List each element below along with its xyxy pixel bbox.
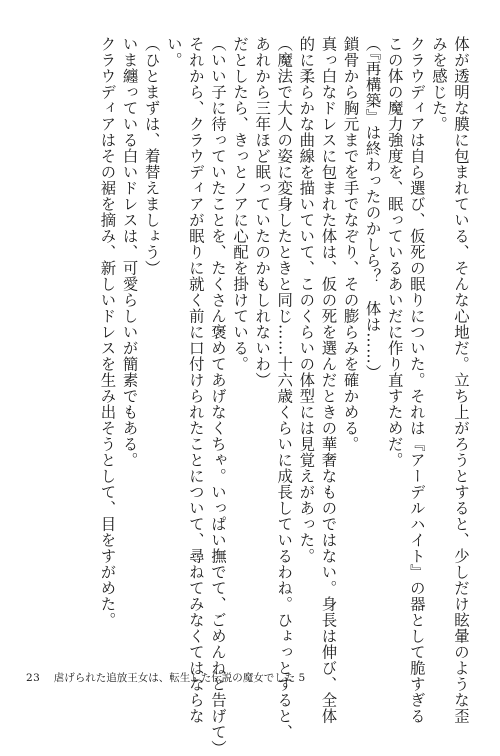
text-line: （ひとまずは、着替えましょう） bbox=[142, 36, 161, 276]
text-line: 真っ白なドレスに包まれた体は、仮の死を選んだときの華奢なものではない。身長は伸び、全体 bbox=[319, 36, 338, 724]
text-line: だとしたら、きっとノアに心配を掛けている。 bbox=[231, 36, 250, 372]
text-line: （『再構築』は終わったのかしら？ 体は……） bbox=[363, 36, 382, 381]
text-line: クラウディアは自ら選び、仮死の眠りについた。それは『アーデルハイト』の器として脆すぎる bbox=[407, 36, 426, 724]
text-line: 鎖骨から胸元までを手でなぞり、その膨らみを確かめる。 bbox=[341, 36, 360, 452]
text-line: （魔法で大人の姿に変身したときと同じ……十六歳くらいに成長しているわね。ひょっとすると、 bbox=[275, 36, 294, 740]
text-line: い。 bbox=[164, 36, 183, 68]
text-line: それから、クラウディアが眠りに就く前に口付けられたことについて、尋ねてみなくてはならな bbox=[186, 36, 205, 724]
text-line: あれから三年ほど眠っていたのかもしれないわ） bbox=[253, 36, 272, 388]
text-line: 的に柔らかな曲線を描いていて、このくらいの体型には見覚えがあった。 bbox=[297, 36, 316, 564]
text-line: クラウディアはその裾を摘み、新しいドレスを生み出そうとして、目をすがめた。 bbox=[98, 36, 117, 628]
book-title: 虐げられた追放王女は、転生した伝説の魔女でした 5 bbox=[53, 672, 306, 684]
page-footer bbox=[26, 670, 305, 685]
text-line: 体が透明な膜に包まれている、そんな心地だ。立ち上がろうとすると、少しだけ眩暈のような歪 bbox=[452, 36, 470, 724]
text-line: いま纏っている白いドレスは、可愛らしいが簡素でもある。 bbox=[120, 36, 139, 468]
text-line: （いい子に待っていたことを、たくさん褒めてあげなくちゃ。いっぱい撫でて、ごめんねと告げて） bbox=[208, 36, 227, 756]
text-line: みを感じた。 bbox=[429, 36, 448, 132]
page-number: 23 bbox=[26, 672, 41, 684]
text-line: この体の魔力強度を、眠っているあいだに作り直すためだ。 bbox=[385, 36, 404, 468]
